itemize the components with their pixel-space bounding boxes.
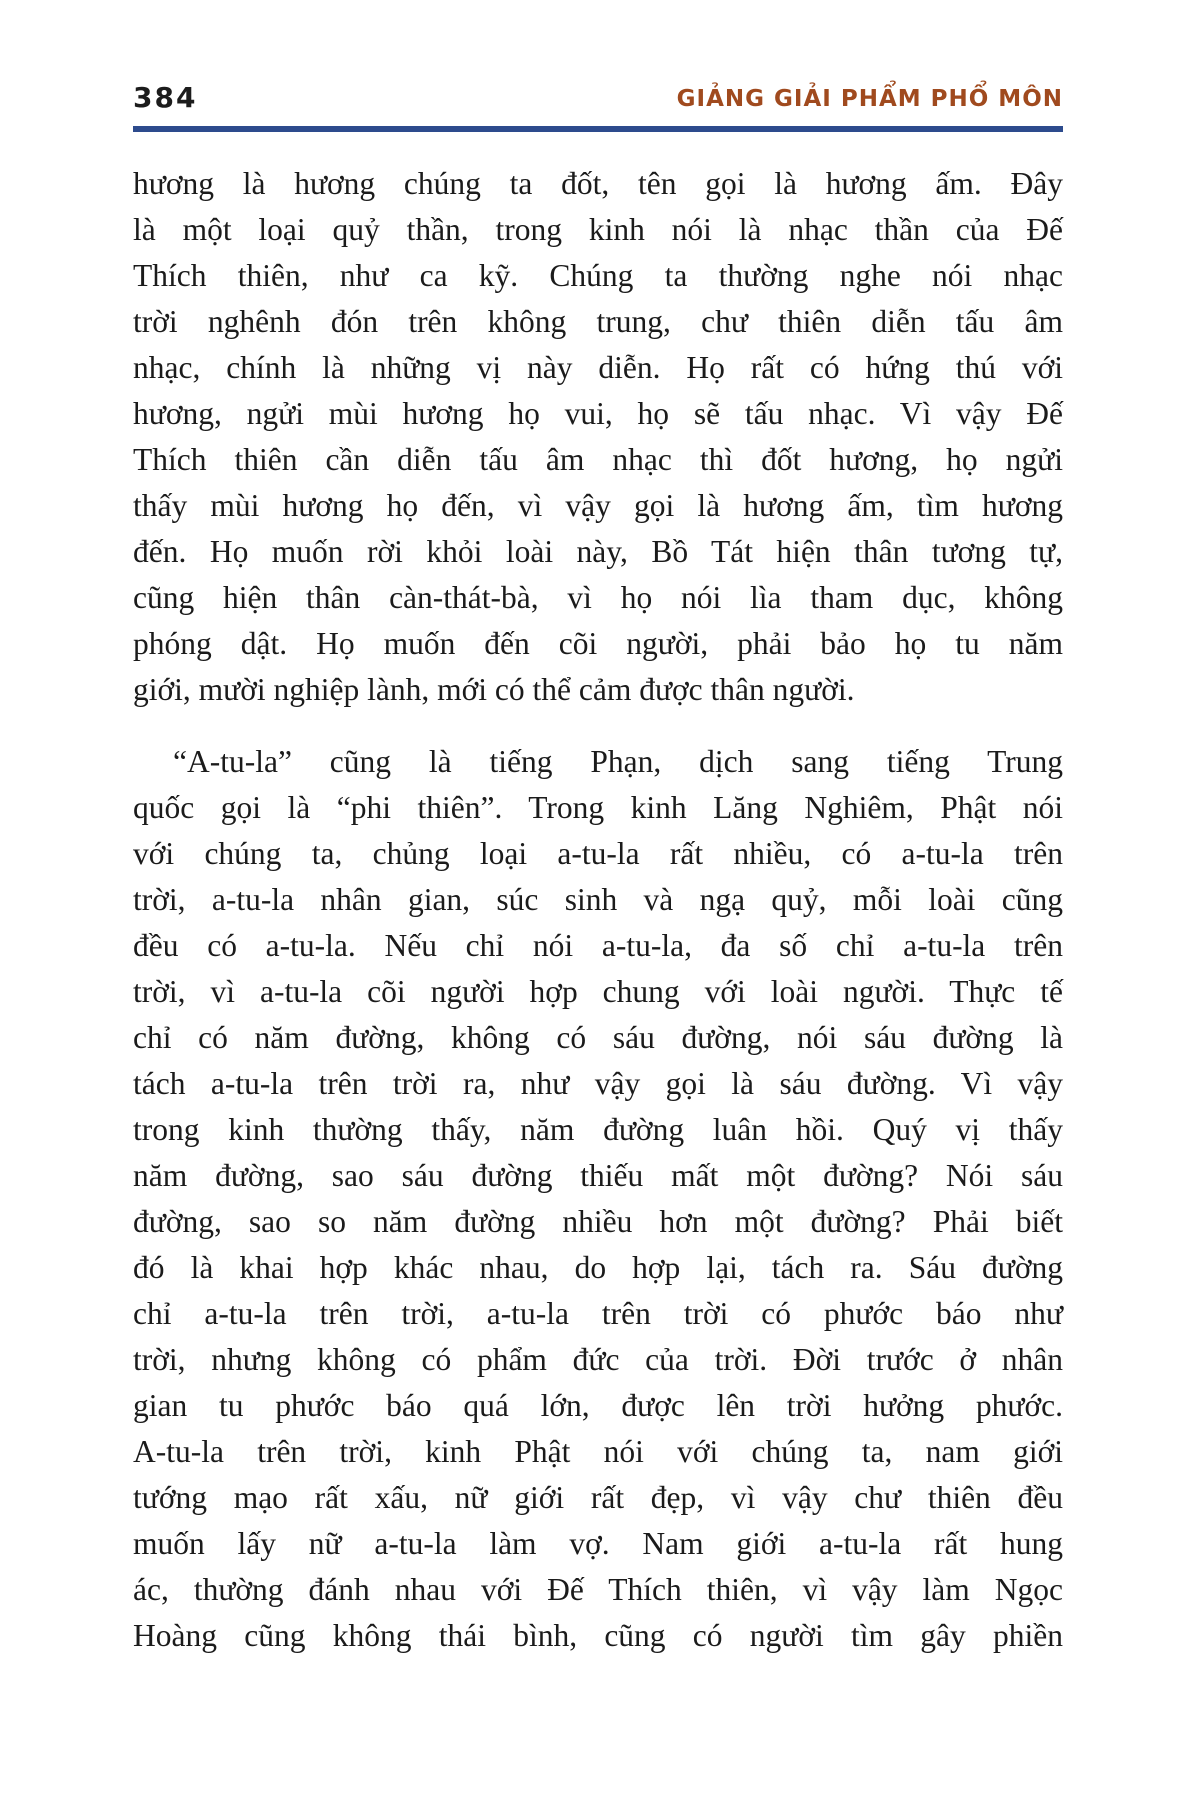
text-line: Hoàng cũng không thái bình, cũng có người tìm gây phiền <box>133 1618 1063 1653</box>
body-text <box>133 161 1063 1659</box>
text-line: trời, nhưng không có phẩm đức của trời. Đời trước ở nhân <box>133 1342 1063 1377</box>
text-line: tách a-tu-la trên trời ra, như vậy gọi là sáu đường. Vì vậy <box>133 1066 1063 1101</box>
text-line: trời nghênh đón trên không trung, chư thiên diễn tấu âm <box>133 304 1063 339</box>
text-line: đường, sao so năm đường nhiều hơn một đường? Phải biết <box>133 1204 1063 1239</box>
page-number: 384 <box>133 81 198 114</box>
text-line: hương là hương chúng ta đốt, tên gọi là hương ấm. Đây <box>133 166 1063 201</box>
text-line: tướng mạo rất xấu, nữ giới rất đẹp, vì vậy chư thiên đều <box>133 1480 1063 1515</box>
text-line: A-tu-la trên trời, kinh Phật nói với chúng ta, nam giới <box>133 1434 1063 1469</box>
text-line: nhạc, chính là những vị này diễn. Họ rất có hứng thú với <box>133 350 1063 385</box>
text-line: với chúng ta, chủng loại a-tu-la rất nhiều, có a-tu-la trên <box>133 836 1063 871</box>
text-line: đến. Họ muốn rời khỏi loài này, Bồ Tát hiện thân tương tự, <box>133 534 1063 569</box>
text-line: chỉ có năm đường, không có sáu đường, nói sáu đường là <box>133 1020 1063 1055</box>
paragraph <box>133 739 1063 1659</box>
text-line: cũng hiện thân càn-thát-bà, vì họ nói lìa tham dục, không <box>133 580 1063 615</box>
text-line: đó là khai hợp khác nhau, do hợp lại, tách ra. Sáu đường <box>133 1250 1063 1285</box>
text-line: hương, ngửi mùi hương họ vui, họ sẽ tấu nhạc. Vì vậy Đế <box>133 396 1063 431</box>
text-line: trời, vì a-tu-la cõi người hợp chung với loài người. Thực tế <box>133 974 1063 1009</box>
running-title: GIẢNG GIẢI PHẨM PHỔ MÔN <box>676 85 1063 112</box>
text-line: giới, mười nghiệp lành, mới có thể cảm được thân người. <box>133 672 855 707</box>
text-line: trong kinh thường thấy, năm đường luân hồi. Quý vị thấy <box>133 1112 1063 1147</box>
text-line: quốc gọi là “phi thiên”. Trong kinh Lăng Nghiêm, Phật nói <box>133 790 1063 825</box>
text-line: ác, thường đánh nhau với Đế Thích thiên, vì vậy làm Ngọc <box>133 1572 1063 1607</box>
text-line: Thích thiên cần diễn tấu âm nhạc thì đốt hương, họ ngửi <box>133 442 1063 477</box>
text-line: đều có a-tu-la. Nếu chỉ nói a-tu-la, đa số chỉ a-tu-la trên <box>133 928 1063 963</box>
text-line: trời, a-tu-la nhân gian, súc sinh và ngạ quỷ, mỗi loài cũng <box>133 882 1063 917</box>
page-header <box>133 81 1063 114</box>
header-rule <box>133 126 1063 132</box>
paragraph <box>133 161 1063 713</box>
text-line: phóng dật. Họ muốn đến cõi người, phải bảo họ tu năm <box>133 626 1063 661</box>
text-line: Thích thiên, như ca kỹ. Chúng ta thường nghe nói nhạc <box>133 258 1063 293</box>
text-line: muốn lấy nữ a-tu-la làm vợ. Nam giới a-tu-la rất hung <box>133 1526 1063 1561</box>
text-line: gian tu phước báo quá lớn, được lên trời hưởng phước. <box>133 1388 1063 1423</box>
text-line: chỉ a-tu-la trên trời, a-tu-la trên trời có phước báo như <box>133 1296 1063 1331</box>
text-line: “A-tu-la” cũng là tiếng Phạn, dịch sang tiếng Trung <box>173 744 1063 779</box>
text-line: thấy mùi hương họ đến, vì vậy gọi là hương ấm, tìm hương <box>133 488 1063 523</box>
text-line: là một loại quỷ thần, trong kinh nói là nhạc thần của Đế <box>133 212 1063 247</box>
text-line: năm đường, sao sáu đường thiếu mất một đường? Nói sáu <box>133 1158 1063 1193</box>
